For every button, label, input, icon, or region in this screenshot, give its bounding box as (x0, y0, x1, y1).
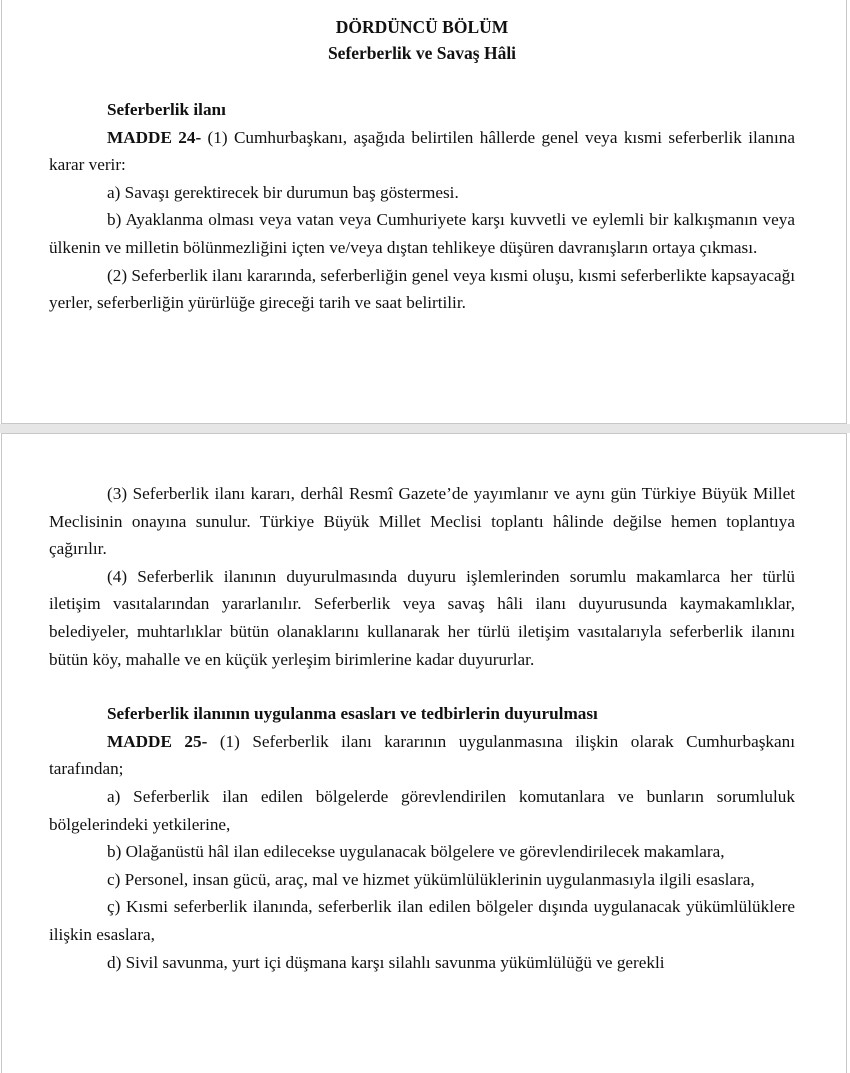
chapter-subtitle: Seferberlik ve Savaş Hâli (327, 43, 517, 63)
madde-25-label: MADDE 25- (107, 731, 208, 751)
madde-25-item-c: c) Personel, insan gücü, araç, mal ve hizmet yükümlülüklerinin uygulanmasıyla ilgili esaslara, (107, 869, 755, 889)
document-page-2 (1, 433, 847, 1073)
spacer (49, 66, 795, 96)
page-1-content (49, 14, 795, 317)
document-page-1 (1, 0, 847, 424)
spacer (49, 673, 795, 700)
chapter-title: DÖRDÜNCÜ BÖLÜM (335, 17, 509, 37)
madde-25-item-b: b) Olağanüstü hâl ilan edilecekse uygulanacak bölgelere ve görevlendirilecek makamlara, (107, 842, 725, 862)
madde-25-item-a: a) Seferberlik ilan edilen bölgelerde görevlendirilen komutanlara ve bunların sorumluluk bölgelerindeki yetkilerine, (49, 786, 795, 834)
madde-25-paragraph-1-text: (1) Seferberlik ilanı kararının uygulanmasına ilişkin olarak Cumhurbaşkanı tarafından; (49, 731, 795, 779)
section-heading-seferberlik-ilani: Seferberlik ilanı (107, 100, 226, 119)
madde-24-paragraph-4: (4) Seferberlik ilanının duyurulmasında duyuru işlemlerinden sorumlu makamlarca her türlü iletişim vasıtalarından yararlanılır. Seferberlik veya savaş hâli ilanı duyurusunda kaymakamlıklar, belediyeler, muhtarlıklar bütün olanaklarını kullanarak her türlü iletişim vasıtalarıyla seferberlik ilanını bütün köy, mahalle ve en küçük yerleşim birimlerine kadar duyururlar. (49, 566, 795, 669)
section-heading-uygulanma-esaslari: Seferberlik ilanının uygulanma esasları ve tedbirlerin duyurulması (107, 704, 598, 724)
madde-24-paragraph-2: (2) Seferberlik ilanı kararında, seferberliğin genel veya kısmi oluşu, kısmi seferberlikte kapsayacağı yerler, seferberliğin yürürlüğe gireceği tarih ve saat belirtilir. (49, 265, 795, 313)
page-separator (0, 424, 850, 433)
madde-24-paragraph-3: (3) Seferberlik ilanı kararı, derhâl Resmî Gazete’de yayımlanır ve aynı gün Türkiye Büyük Millet Meclisinin onayına sunulur. Türkiye Büyük Millet Meclisi toplantı hâlinde değilse hemen toplantıya çağırılır. (49, 484, 795, 559)
madde-25-paragraph-1 (49, 728, 795, 783)
page-2-content (49, 480, 795, 976)
madde-24-paragraph-1-text: (1) Cumhurbaşkanı, aşağıda belirtilen hâllerde genel veya kısmi seferberlik ilanına karar verir: (49, 127, 795, 175)
madde-24-item-b: b) Ayaklanma olması veya vatan veya Cumhuriyete karşı kuvvetli ve eylemli bir kalkışmanın veya ülkenin ve milletin bölünmezliğini içten ve/veya dıştan tehlikeye düşüren davranışların ortaya çıkması. (49, 210, 795, 257)
madde-24-item-a: a) Savaşı gerektirecek bir durumun baş göstermesi. (107, 182, 459, 202)
madde-25-item-d: d) Sivil savunma, yurt içi düşmana karşı silahlı savunma yükümlülüğü ve gerekli (107, 952, 665, 972)
madde-24-paragraph-1 (49, 124, 795, 179)
madde-25-item-cc: ç) Kısmi seferberlik ilanında, seferberlik ilan edilen bölgeler dışında uygulanacak yükümlülüklere ilişkin esaslara, (49, 897, 795, 944)
madde-24-label: MADDE 24- (107, 127, 202, 147)
